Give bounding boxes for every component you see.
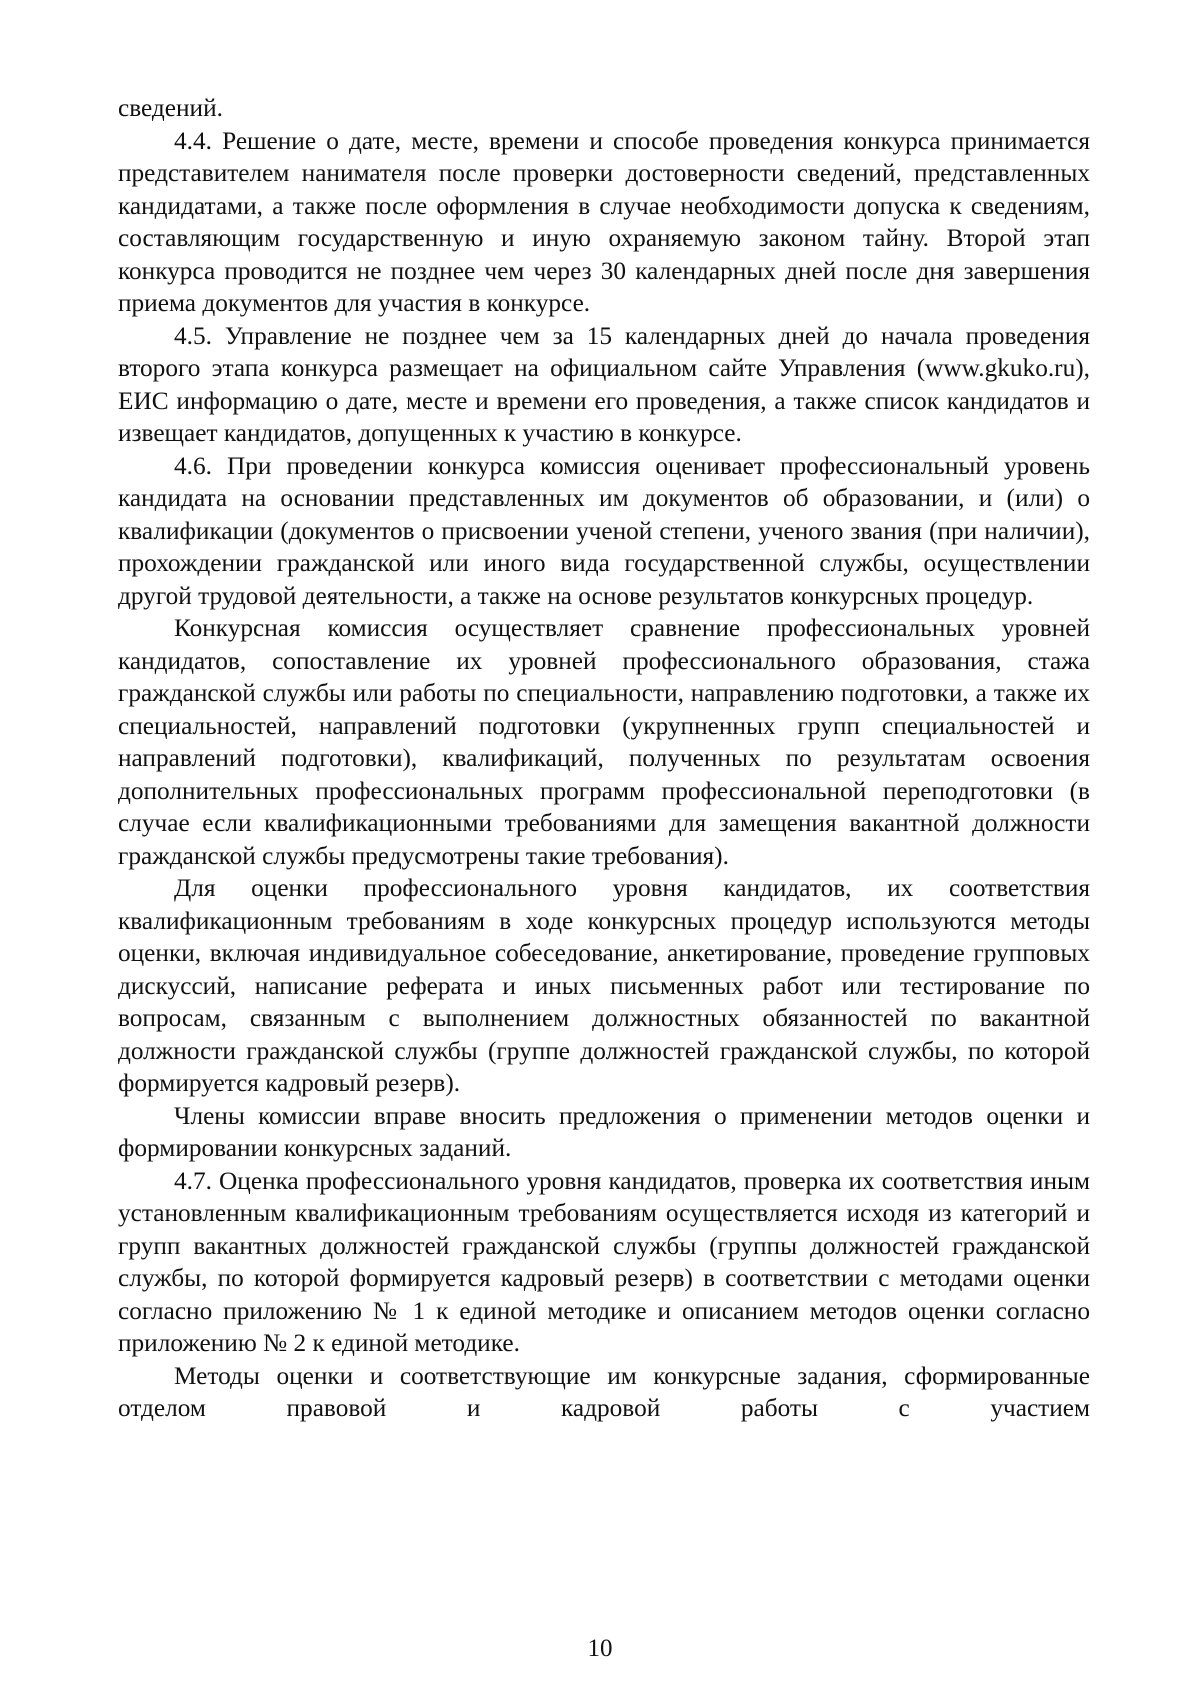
paragraph-4-7: 4.7. Оценка профессионального уровня кандидатов, проверка их соответствия иным установленным квалификационным требованиям осуществляется исходя из категорий и групп вакантных должностей гражданской службы (группы должностей гражданской службы, по которой формируется кадровый резерв) в соответствии с методами оценки согласно приложению № 1 к единой методике и описанием методов оценки согласно приложению № 2 к единой методике.: [118, 1166, 1090, 1357]
paragraph-4-4: 4.4. Решение о дате, месте, времени и способе проведения конкурса принимается представителем нанимателя после проверки достоверности сведений, представленных кандидатами, а также после оформления в случае необходимости допуска к сведениям, составляющим государственную и иную охраняемую законом тайну. Второй этап конкурса проводится не позднее чем через 30 календарных дней после дня завершения приема документов для участия в конкурсе.: [118, 126, 1090, 317]
paragraph-commission-proposals: Члены комиссии вправе вносить предложения о применении методов оценки и формировании конкурсных заданий.: [118, 1101, 1090, 1162]
paragraph-continuation: сведений.: [118, 94, 223, 122]
paragraph-4-5: 4.5. Управление не позднее чем за 15 календарных дней до начала проведения второго этапа конкурса размещает на официальном сайте Управления (www.gkuko.ru), ЕИС информацию о дате, месте и времени его проведения, а также список кандидатов и извещает кандидатов, допущенных к участию в конкурсе.: [118, 321, 1090, 447]
paragraph-assessment-methods: Для оценки профессионального уровня кандидатов, их соответствия квалификационным требованиям в ходе конкурсных процедур используются методы оценки, включая индивидуальное собеседование, анкетирование, проведение групповых дискуссий, написание реферата и иных письменных работ или тестирование по вопросам, связанным с выполнением должностных обязанностей по вакантной должности гражданской службы (группе должностей гражданской службы, по которой формируется кадровый резерв).: [118, 874, 1090, 1097]
paragraph-comparison: Конкурсная комиссия осуществляет сравнение профессиональных уровней кандидатов, сопоставление их уровней профессионального образования, стажа гражданской службы или работы по специальности, направлению подготовки, а также их специальностей, направлений подготовки (укрупненных групп специальностей и направлений подготовки), квалификаций, полученных по результатам освоения дополнительных профессиональных программ профессиональной переподготовки (в случае если квалификационными требованиями для замещения вакантной должности гражданской службы предусмотрены такие требования).: [118, 614, 1090, 870]
paragraph-methods-tasks: Методы оценки и соответствующие им конкурсные задания, сформированные отделом правовой и кадровой работы с участием: [118, 1361, 1090, 1422]
page-number: 10: [587, 1635, 613, 1662]
document-body: [118, 92, 1090, 1425]
paragraph-4-6: 4.6. При проведении конкурса комиссия оценивает профессиональный уровень кандидата на основании представленных им документов об образовании, и (или) о квалификации (документов о присвоении ученой степени, ученого звания (при наличии), прохождении гражданской или иного вида государственной службы, осуществлении другой трудовой деятельности, а также на основе результатов конкурсных процедур.: [118, 451, 1090, 610]
